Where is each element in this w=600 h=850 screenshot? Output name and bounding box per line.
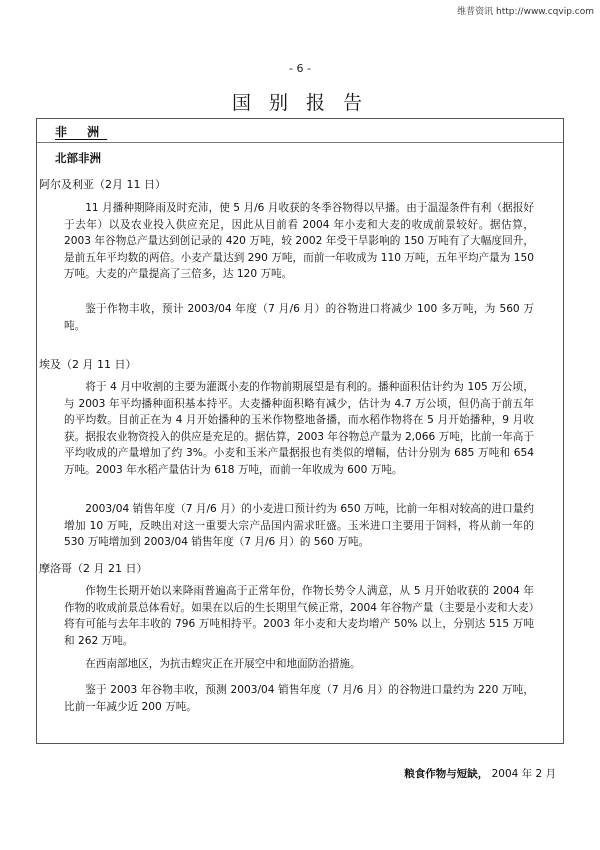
region-divider (37, 142, 563, 143)
report-frame (36, 118, 564, 744)
page-number: - 6 - (289, 62, 311, 75)
paragraph-egypt-2: 2003/04 销售年度（7 月/6 月）的小麦进口预计约为 650 万吨，比前一年相对较高的进口量约增加 10 万吨，反映出对这一重要大宗产品国内需求旺盛。玉米进口主要用于饲料，将从前一年的 530 万吨增加到 2003/04 销售年度（7 月/6 月）的 560 万吨。 (64, 503, 534, 548)
page-title: 国 别 报 告 (231, 92, 369, 114)
paragraph-algeria-2: 鉴于作物丰收，预计 2003/04 年度（7 月/6 月）的谷物进口将减少 100 多万吨，为 560 万吨。 (64, 303, 534, 332)
region-heading: 非 洲 (55, 125, 108, 139)
footer-publication: 粮食作物与短缺， (404, 768, 489, 780)
paragraph-morocco-1: 作物生长期开始以来降雨普遍高于正常年份，作物长势令人满意，从 5 月开始收获的 2004 年作物的收成前景总体看好。如果在以后的生长期里气候正常，2004 年谷物产量（主要是小麦和大麦）将有可能与去年丰收的 796 万吨相持平。2003 年小麦和大麦均增产 50% 以上，分别达 515 万吨和 262 万吨。 (64, 585, 534, 647)
paragraph-morocco-3: 鉴于 2003 年谷物丰收，预测 2003/04 销售年度（7 月/6 月）的谷物进口量约为 220 万吨，比前一年减少近 200 万吨。 (64, 684, 534, 713)
paragraph-morocco-2: 在西南部地区，为抗击蝗灾正在开展空中和地面防治措施。 (85, 658, 361, 670)
country-heading-algeria: 阿尔及利亚（2月 11 日） (39, 178, 166, 191)
footer-date: 2004 年 2 月 (491, 768, 556, 780)
country-heading-morocco: 摩洛哥（2 月 21 日） (39, 562, 148, 575)
paragraph-egypt-1: 将于 4 月中收割的主要为灌溉小麦的作物前期展望是有利的。播种面积估计约为 105 万公顷，与 2003 年平均播种面积基本持平。大麦播种面积略有减少，估计为 4.7 万公顷，但仍高于前五年的平均数。目前正在为 4 月开始播种的玉米作物整地备播，而水稻作物将在 5 月开始播种，9 月收获。据报农业物资投入的供应是充足的。据估算，2003 年谷物总产量为 2,066 万吨，比前一年高于平均收成的产量增加了约 3%。小麦和玉米产量据报也有类似的增幅，估计分别为 685 万吨和 654 万吨。2003 年水稻产量估计为 618 万吨，而前一年收成为 600 万吨。 (64, 381, 534, 476)
country-heading-egypt: 埃及（2 月 11 日） (39, 358, 137, 371)
footer (404, 766, 556, 781)
subregion-heading: 北部非洲 (55, 151, 101, 165)
paragraph-algeria-1: 11 月播种期降雨及时充沛，使 5 月/6 月收获的冬季谷物得以早播。由于温湿条件有利（据报好于去年）以及农业投入供应充足，因此从目前看 2004 年小麦和大麦的收成前景较好。据估算，2003 年谷物总产量达到创记录的 420 万吨，较 2002 年受干旱影响的 150 万吨有了大幅度回升，是前五年平均数的两倍。小麦产量达到 290 万吨，而前一年收成为 110 万吨，五年平均产量为 150 万吨。大麦的产量提高了三倍多，达 120 万吨。 (64, 202, 534, 280)
watermark: 维普资讯 http://www.cqvip.com (457, 7, 594, 17)
